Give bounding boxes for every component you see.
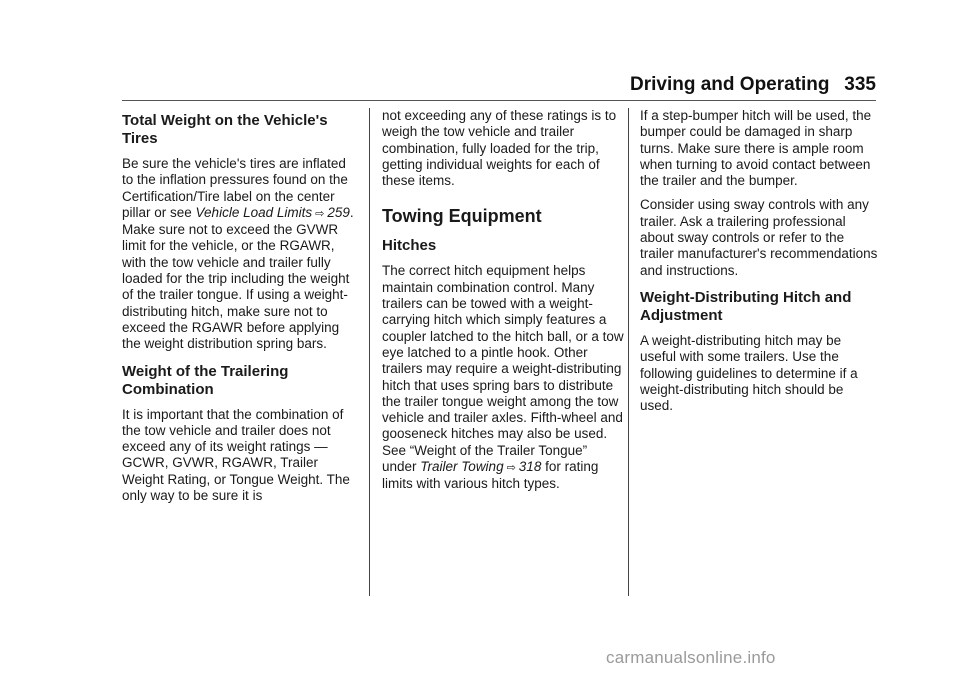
column-2 bbox=[382, 108, 624, 501]
page-ref-arrow-icon: ⇨ bbox=[315, 207, 325, 220]
header-divider bbox=[122, 100, 876, 101]
paragraph-hitches bbox=[382, 263, 624, 492]
paragraph-sway-controls: Consider using sway controls with any trailer. Ask a trailering professional about sway controls or refer to the trailer manufacturer's recommendations and instructions. bbox=[640, 197, 878, 278]
column-1 bbox=[122, 108, 360, 512]
column-3 bbox=[640, 108, 878, 422]
page-ref-318[interactable]: 318 bbox=[518, 459, 542, 475]
paragraph-step-bumper: If a step-bumper hitch will be used, the bumper could be damaged in sharp turns. Make sure there is ample room when turning to avoid contact between the trailer and the bumper. bbox=[640, 108, 872, 189]
watermark: carmanualsonline.info bbox=[606, 648, 776, 667]
heading-weight-distributing-hitch: Weight-Distributing Hitch and Adjustment bbox=[640, 288, 852, 324]
page-number: 335 bbox=[844, 74, 876, 95]
text: The correct hitch equipment helps maintain combination control. Many trailers can be towed with a weight-carrying hitch which simply features a coupler latched to the hitch ball, or a tow eye latched to a pintle hook. Other trailers may require a weight-distributing hitch that uses spring bars to distribute the trailer tongue weight among the tow vehicle and trailer axles. Fifth-wheel and gooseneck hitches may also be used. See “Weight of the Trailer Tongue” under bbox=[382, 263, 624, 475]
paragraph-combination: It is important that the combination of the tow vehicle and trailer does not exceed any of its weight ratings — GCWR, GVWR, RGAWR, Trailer Weight Rating, or Tongue Weight. The only way to be sure it is bbox=[122, 406, 350, 504]
heading-towing-equipment: Towing Equipment bbox=[382, 206, 542, 227]
heading-trailering-combination: Weight of the Trailering Combination bbox=[122, 362, 289, 398]
link-vehicle-load-limits[interactable]: Vehicle Load Limits bbox=[195, 204, 313, 220]
section-title: Driving and Operating bbox=[630, 74, 830, 95]
paragraph-total-weight bbox=[122, 156, 360, 353]
text: for rating limits with various hitch types. bbox=[382, 459, 599, 492]
page-ref-arrow-icon: ⇨ bbox=[506, 462, 516, 475]
paragraph-continued: not exceeding any of these ratings is to weigh the tow vehicle and trailer combination, fully loaded for the trip, getting individual weights for each of these items. bbox=[382, 108, 617, 189]
heading-total-weight: Total Weight on the Vehicle's Tires bbox=[122, 112, 328, 147]
text: Be sure the vehicle's tires are inflated to the inflation pressures found on the Certification/Tire label on the center pillar or see bbox=[122, 156, 348, 220]
paragraph-weight-distributing: A weight-distributing hitch may be useful with some trailers. Use the following guidelines to determine if a weight-distributing hitch should be used. bbox=[640, 332, 858, 414]
page-header bbox=[630, 74, 876, 98]
page-ref-259[interactable]: 259 bbox=[327, 204, 350, 220]
column-divider-2 bbox=[628, 108, 629, 596]
heading-hitches: Hitches bbox=[382, 237, 437, 255]
text: . Make sure not to exceed the GVWR limit for the vehicle, or the RGAWR, with the tow vehicle and trailer fully loaded for the trip including the weight of the trailer tongue. If using a weight-distributing hitch, make sure not to exceed the RGAWR before applying the weight distribution spring bars. bbox=[122, 204, 354, 352]
link-trailer-towing[interactable]: Trailer Towing bbox=[420, 459, 504, 475]
column-divider-1 bbox=[369, 108, 370, 596]
